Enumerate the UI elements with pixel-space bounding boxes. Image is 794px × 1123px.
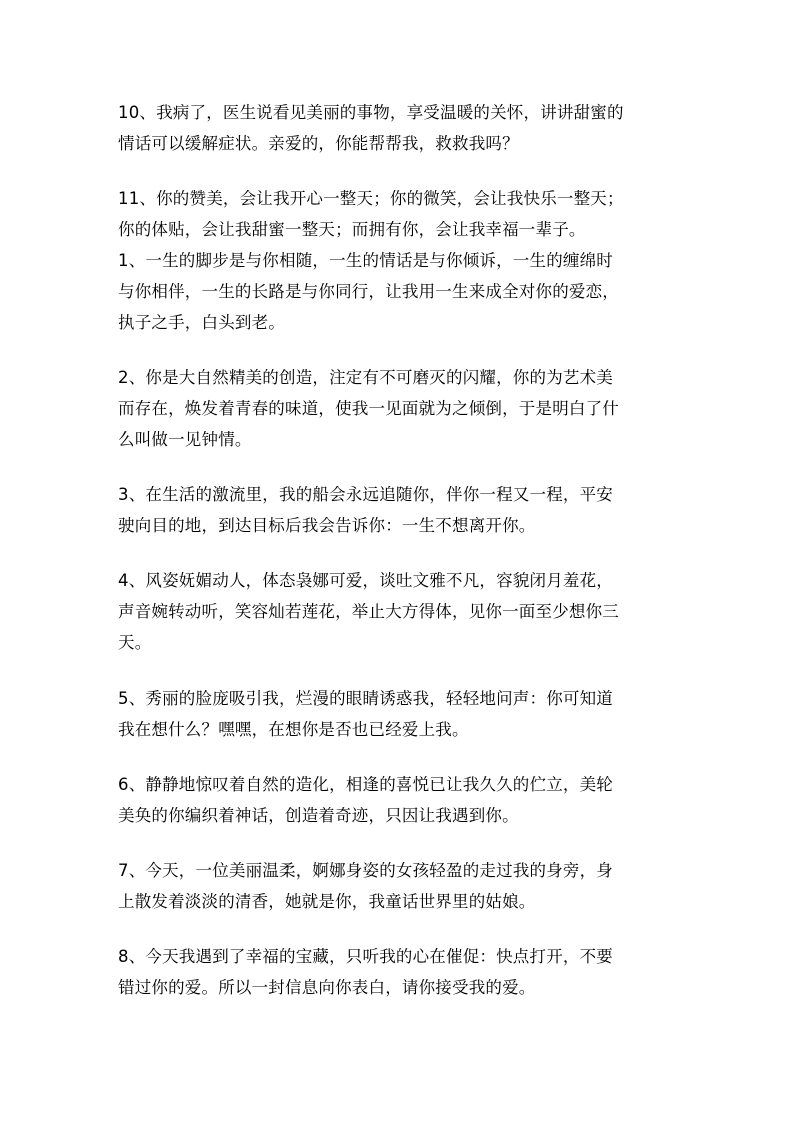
text-line: 情话可以缓解症状。亲爱的，你能帮帮我，救救我吗？ (118, 134, 519, 153)
text-line: 11、你的赞美，会让我开心一整天；你的微笑，会让我快乐一整天； (118, 189, 624, 208)
paragraph-3 (118, 479, 678, 541)
text-line: 2、你是大自然精美的创造，注定有不可磨灭的闪耀，你的为艺术美 (118, 368, 613, 387)
text-line: 美奂的你编织着神话，创造着奇迹，只因让我遇到你。 (118, 806, 519, 825)
text-line: 7、今天，一位美丽温柔，婀娜身姿的女孩轻盈的走过我的身旁，身 (118, 861, 613, 880)
text-line: 3、在生活的激流里，我的船会永远追随你，伴你一程又一程，平安 (118, 485, 613, 504)
text-line: 5、秀丽的脸庞吸引我，烂漫的眼睛诱惑我，轻轻地问声：你可知道 (118, 689, 613, 708)
text-line: 我在想什么？嘿嘿，在想你是否也已经爱上我。 (118, 720, 469, 739)
text-line: 你的体贴，会让我甜蜜一整天；而拥有你，会让我幸福一辈子。 (118, 220, 586, 239)
text-line: 驶向目的地，到达目标后我会告诉你：一生不想离开你。 (118, 516, 536, 535)
paragraph-8 (118, 941, 678, 1003)
text-line: 错过你的爱。所以一封信息向你表白，请你接受我的爱。 (118, 978, 536, 997)
paragraph-5 (118, 683, 678, 745)
paragraph-7 (118, 855, 678, 917)
text-line: 4、风姿妩媚动人，体态袅娜可爱，谈吐文雅不凡，容貌闭月羞花， (118, 571, 613, 590)
text-line: 声音婉转动听，笑容灿若莲花，举止大方得体，见你一面至少想你三 (118, 602, 619, 621)
text-line: 与你相伴，一生的长路是与你同行，让我用一生来成全对你的爱恋， (118, 282, 619, 301)
paragraph-11 (118, 183, 678, 245)
text-line: 么叫做一见钟情。 (118, 430, 252, 449)
paragraph-1 (118, 245, 678, 338)
text-line: 上散发着淡淡的清香，她就是你，我童话世界里的姑娘。 (118, 892, 536, 911)
text-line: 执子之手，白头到老。 (118, 313, 285, 332)
paragraph-2 (118, 362, 678, 455)
text-line: 6、静静地惊叹着自然的造化，相逢的喜悦已让我久久的伫立，美轮 (118, 775, 613, 794)
text-line: 而存在，焕发着青春的味道，使我一见面就为之倾倒，于是明白了什 (118, 399, 619, 418)
text-line: 10、我病了，医生说看见美丽的事物，享受温暖的关怀，讲讲甜蜜的 (118, 103, 624, 122)
text-line: 天。 (118, 633, 152, 652)
paragraph-4 (118, 565, 678, 658)
text-line: 8、今天我遇到了幸福的宝藏，只听我的心在催促：快点打开，不要 (118, 947, 613, 966)
paragraph-10 (118, 97, 678, 159)
text-line: 1、一生的脚步是与你相随，一生的情话是与你倾诉，一生的缠绵时 (118, 251, 613, 270)
paragraph-6 (118, 769, 678, 831)
